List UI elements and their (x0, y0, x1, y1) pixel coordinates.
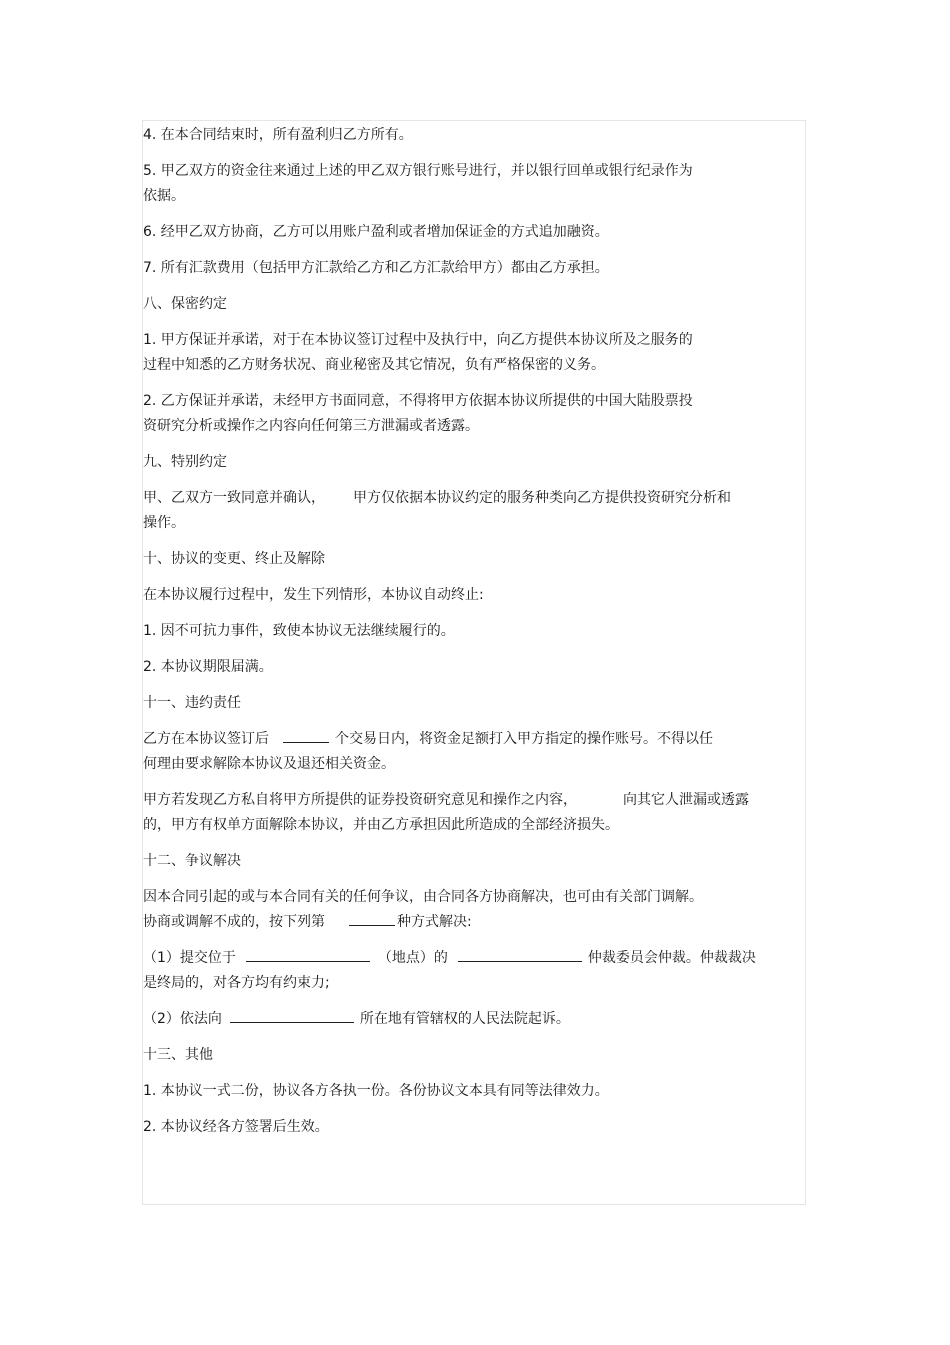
paragraph: 1. 因不可抗力事件，致使本协议无法继续履行的。 (143, 623, 455, 639)
section-heading: 八、保密约定 (143, 296, 227, 312)
fill-in-blank (283, 727, 329, 743)
fill-in-blank (246, 946, 370, 962)
paragraph: 2. 乙方保证并承诺，未经甲方书面同意，不得将甲方依据本协议所提供的中国大陆股票投 资研究分析或操作之内容向任何第三方泄漏或者透露。 (143, 393, 693, 434)
paragraph: 5. 甲乙双方的资金往来通过上述的甲乙双方银行账号进行，并以银行回单或银行纪录作为 依据。 (143, 163, 693, 204)
paragraph: 甲方若发现乙方私自将甲方所提供的证券投资研究意见和操作之内容， 向其它人泄漏或透露 的，甲方有权单方面解除本协议，并由乙方承担因此所造成的全部经济损失。 (143, 792, 749, 833)
paragraph: 甲、乙双方一致同意并确认， 甲方仅依据本协议约定的服务种类向乙方提供投资研究分析和 操作。 (143, 490, 731, 531)
paragraph: （2）依法向 所在地有管辖权的人民法院起诉。 (143, 1007, 803, 1032)
section-heading: 九、特别约定 (143, 454, 227, 470)
paragraph: 乙方在本协议签订后 个交易日内，将资金足额打入甲方指定的操作账号。不得以任 何理由要求解除本协议及退还相关资金。 (143, 727, 803, 777)
fill-in-blank (349, 910, 395, 926)
fill-in-blank (230, 1007, 354, 1023)
fill-in-blank (458, 946, 582, 962)
paragraph: 2. 本协议期限届满。 (143, 659, 273, 675)
section-heading: 十二、争议解决 (143, 853, 241, 869)
paragraph: 在本协议履行过程中，发生下列情形，本协议自动终止: (143, 587, 484, 603)
document-body (143, 123, 803, 1151)
paragraph: 1. 本协议一式二份，协议各方各执一份。各份协议文本具有同等法律效力。 (143, 1083, 609, 1099)
section-heading: 十、协议的变更、终止及解除 (143, 551, 325, 567)
paragraph: 7. 所有汇款费用（包括甲方汇款给乙方和乙方汇款给甲方）都由乙方承担。 (143, 260, 609, 276)
paragraph: 因本合同引起的或与本合同有关的任何争议，由合同各方协商解决，也可由有关部门调解。 协商或调解不成的，按下列第 种方式解决: (143, 889, 703, 930)
section-heading: 十一、违约责任 (143, 695, 241, 711)
paragraph: 4. 在本合同结束时，所有盈利归乙方所有。 (143, 127, 413, 143)
paragraph: 6. 经甲乙双方协商，乙方可以用账户盈利或者增加保证金的方式追加融资。 (143, 224, 609, 240)
paragraph: 1. 甲方保证并承诺，对于在本协议签订过程中及执行中，向乙方提供本协议所及之服务的 过程中知悉的乙方财务状况、商业秘密及其它情况，负有严格保密的义务。 (143, 332, 693, 373)
paragraph: （1）提交位于 （地点）的 仲裁委员会仲裁。仲裁裁决 是终局的，对各方均有约束力; (143, 946, 803, 996)
paragraph: 2. 本协议经各方签署后生效。 (143, 1119, 329, 1135)
section-heading: 十三、其他 (143, 1047, 213, 1063)
